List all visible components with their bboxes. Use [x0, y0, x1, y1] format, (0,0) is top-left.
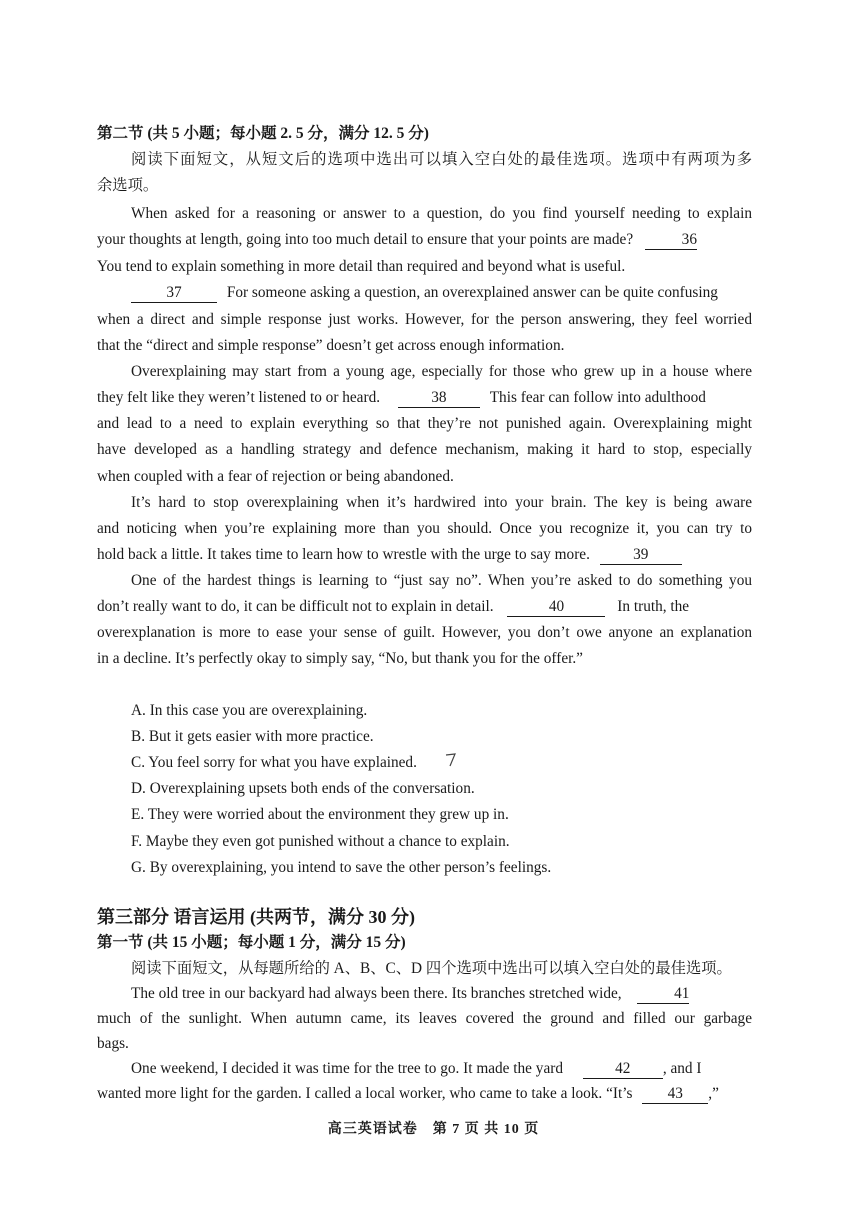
option-d: D. Overexplaining upsets both ends of the conversation.: [131, 780, 475, 797]
part-heading: 第三部分 语言运用 (共两节，满分 30 分): [97, 907, 415, 927]
passage-line: When asked for a reasoning or answer to a question, do you find yourself needing to explain: [131, 205, 752, 222]
passage-line: and noticing when you’re explaining more than you should. Once you recognize it, you can try to: [97, 520, 752, 537]
passage-text: ,”: [708, 1085, 719, 1102]
section-heading: 第二节 (共 5 小题；每小题 2. 5 分，满分 12. 5 分): [97, 125, 429, 142]
passage-text: One weekend, I decided it was time for the tree to go. It made the yard: [131, 1060, 563, 1077]
passage-line: and lead to a need to explain everything so that they’re not punished again. Overexplaining might: [97, 415, 752, 432]
passage-text: , and I: [662, 1060, 702, 1077]
passage-line: bags.: [97, 1035, 129, 1052]
passage-line: that the “direct and simple response” doesn’t get across enough information.: [97, 337, 565, 354]
passage-line: [131, 1056, 752, 1082]
answer-blank-42: 42: [583, 1060, 663, 1079]
passage-text: hold back a little. It takes time to learn how to wrestle with the urge to say more.: [97, 546, 590, 563]
passage-line: when a direct and simple response just works. However, for the person answering, they feel worried: [97, 311, 752, 328]
passage-text: For someone asking a question, an overexplained answer can be quite confusing: [226, 284, 718, 301]
passage-line: much of the sunlight. When autumn came, its leaves covered the ground and filled our garbage: [97, 1010, 752, 1027]
passage-line: [97, 594, 752, 620]
passage-line: It’s hard to stop overexplaining when it’s hardwired into your brain. The key is being aware: [131, 494, 752, 511]
instruction-line: 阅读下面短文，从每题所给的 A、B、C、D 四个选项中选出可以填入空白处的最佳选项。: [131, 960, 732, 977]
passage-line: You tend to explain something in more detail than required and beyond what is useful.: [97, 258, 626, 275]
answer-blank-38: 38: [398, 389, 480, 408]
passage-text: This fear can follow into adulthood: [489, 389, 706, 406]
passage-line: [131, 981, 752, 1007]
passage-text: your thoughts at length, going into too much detail to ensure that your points are made?: [97, 231, 634, 248]
passage-line: [97, 1081, 752, 1107]
passage-line: [97, 385, 752, 411]
option-c: C. You feel sorry for what you have explained.: [131, 754, 417, 771]
passage-line: in a decline. It’s perfectly okay to simply say, “No, but thank you for the offer.”: [97, 650, 583, 667]
answer-blank-41: 41: [637, 985, 689, 1004]
option-g: G. By overexplaining, you intend to save the other person’s feelings.: [131, 859, 552, 876]
pencil-mark: [444, 752, 458, 768]
answer-blank-37: 37: [131, 284, 217, 303]
option-b: B. But it gets easier with more practice.: [131, 728, 374, 745]
passage-line: have developed as a handling strategy and defence mechanism, making it hard to stop, especially: [97, 441, 752, 458]
answer-blank-36: 36: [645, 231, 697, 250]
passage-line: [97, 227, 752, 253]
passage-line: Overexplaining may start from a young age, especially for those who grew up in a house where: [131, 363, 752, 380]
passage-line: [97, 542, 752, 568]
passage-text: wanted more light for the garden. I called a local worker, who came to take a look. “It’s: [97, 1085, 633, 1102]
passage-line: when coupled with a fear of rejection or being abandoned.: [97, 468, 454, 485]
page-footer: 高三英语试卷 第 7 页 共 10 页: [327, 1122, 540, 1137]
instruction-line: 阅读下面短文，从短文后的选项中选出可以填入空白处的最佳选项。选项中有两项为多: [131, 151, 752, 168]
option-f: F. Maybe they even got punished without a chance to explain.: [131, 833, 510, 850]
passage-text: don’t really want to do, it can be difficult not to explain in detail.: [97, 598, 494, 615]
section-heading: 第一节 (共 15 小题；每小题 1 分，满分 15 分): [97, 934, 406, 951]
answer-blank-43: 43: [642, 1085, 708, 1104]
passage-text: they felt like they weren’t listened to or heard.: [97, 389, 381, 406]
instruction-line: 余选项。: [97, 177, 159, 194]
option-e: E. They were worried about the environment they grew up in.: [131, 806, 509, 823]
answer-blank-40: 40: [507, 598, 605, 617]
option-a: A. In this case you are overexplaining.: [131, 702, 368, 719]
passage-text: The old tree in our backyard had always been there. Its branches stretched wide,: [131, 985, 622, 1002]
passage-text: In truth, the: [617, 598, 690, 615]
passage-line: [97, 280, 752, 306]
passage-line: overexplanation is more to ease your sense of guilt. However, you don’t owe anyone an explanation: [97, 624, 752, 641]
passage-line: One of the hardest things is learning to “just say no”. When you’re asked to do something you: [131, 572, 752, 589]
answer-blank-39: 39: [600, 546, 682, 565]
